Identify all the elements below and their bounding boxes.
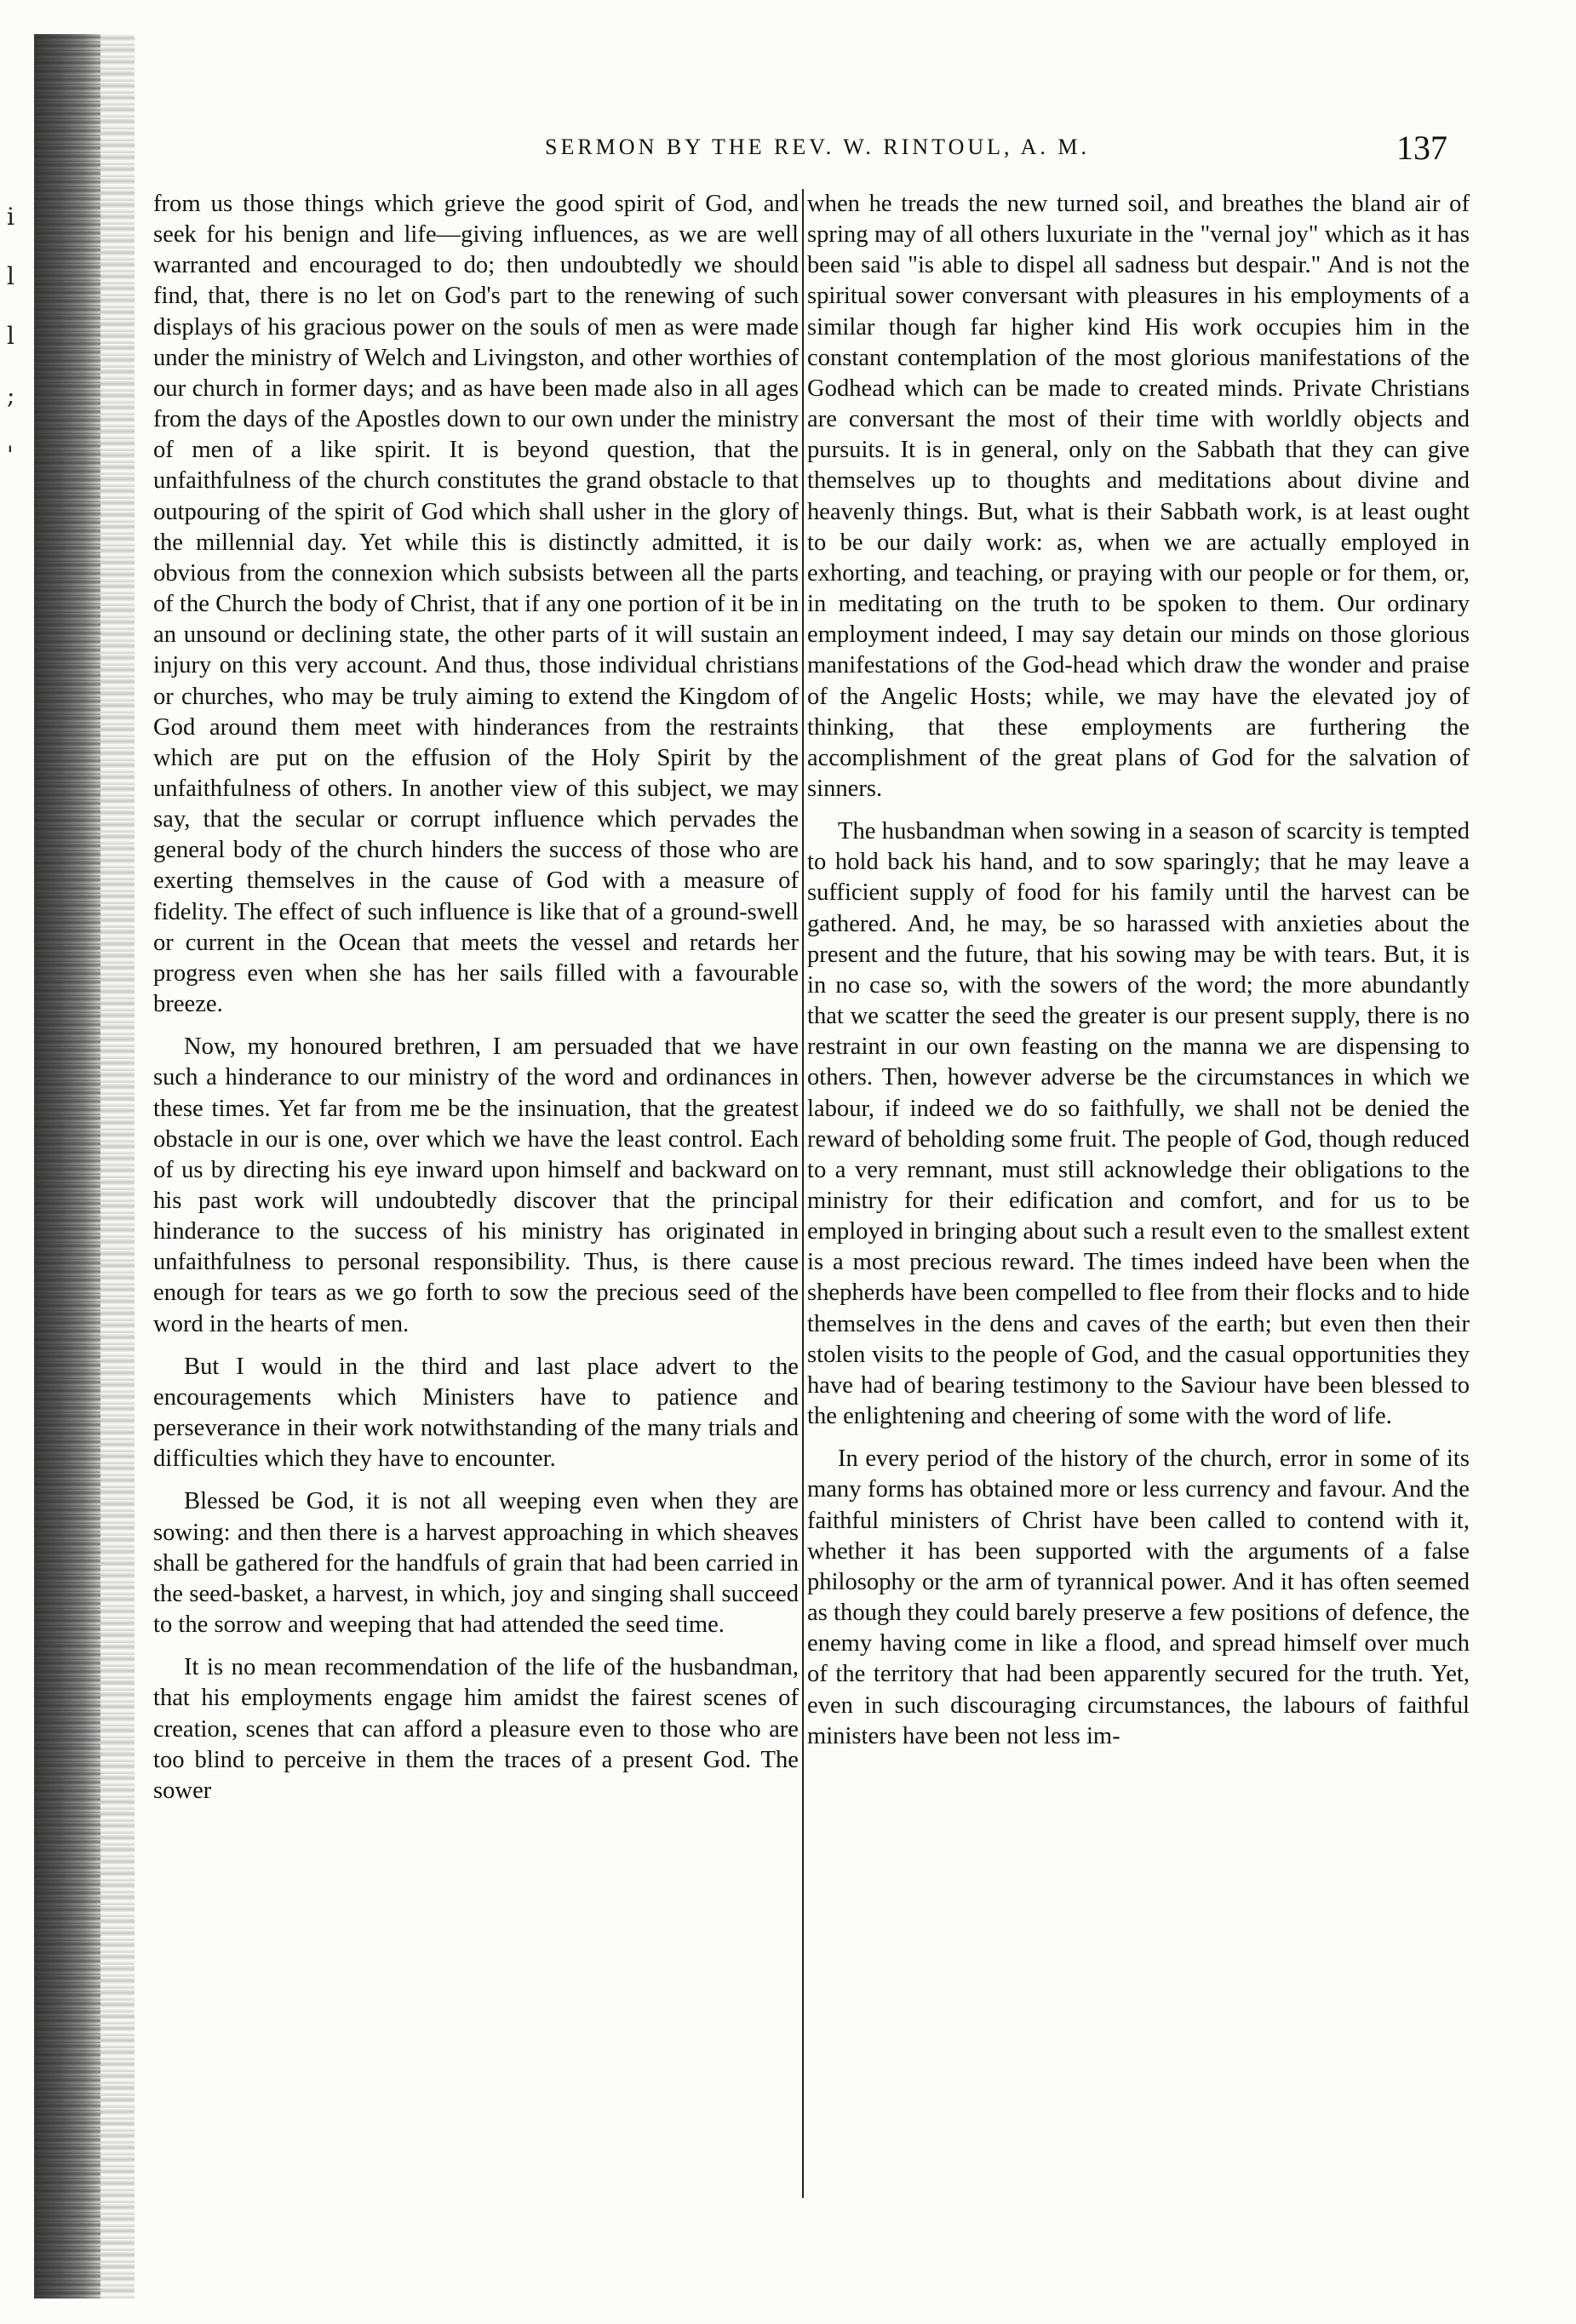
margin-mark: l	[7, 262, 14, 290]
book-binding-edge	[100, 34, 135, 2298]
margin-marks	[7, 187, 32, 485]
left-column	[153, 189, 799, 1806]
paragraph: Blessed be God, it is not all weeping even when they are sowing: and then there is a harvest approaching in which sheaves shall be gathered for the handfuls of grain that had been carried in the seed-basket, a harvest, in which, joy and singing shall succeed to the sorrow and weeping that had attended the seed time.	[153, 1488, 799, 1639]
book-binding-shadow	[34, 34, 100, 2298]
running-title: SERMON BY THE REV. W. RINTOUL, A. M.	[545, 135, 1090, 159]
margin-mark: ;	[7, 381, 15, 409]
paragraph: In every period of the history of the church, error in some of its many forms has obtained more or less currency and favour. And the faithful ministers of Christ have been called to contend with it, whether it has been supported with the arguments of a false philosophy or the arm of tyrannical power. And it has often seemed as though they could barely preserve a few positions of defence, the enemy having come in like a flood, and spread himself over much of the territory that had been apparently secured for the truth. Yet, even in such discouraging circumstances, the labours of faithful ministers have been not less im-	[807, 1445, 1470, 1749]
right-column	[807, 189, 1470, 1752]
margin-mark: i	[7, 203, 14, 231]
paragraph: The husbandman when sowing in a season of scarcity is tempted to hold back his hand, and to sow sparingly; that he may leave a sufficient supply of food for his family until the harvest can be gathered. And, he may, be so harassed with anxieties about the present and the future, that his sowing may be with tears. But, it is in no case so, with the sowers of the word; the more abundantly that we scatter the seed the greater is our present supply, there is no restraint in our own feasting on the manna we are dispensing to others. Then, however adverse be the circumstances in which we labour, if indeed we do so faithfully, we shall not be denied the reward of beholding some fruit. The people of God, though reduced to a very remnant, must still acknowledge their obligations to the ministry for their edification and comfort, and for us to be employed in bringing about such a result even to the smallest extent is a most precious reward. The times indeed have been when the shepherds have been compelled to flee from their flocks and to hide themselves in the dens and caves of the earth; but even then their stolen visits to the people of God, and the casual opportunities they have had of bearing testimony to the Saviour have been blessed to the enlightening and cheering of some with the word of life.	[807, 818, 1470, 1430]
paragraph: It is no mean recommendation of the life of the husbandman, that his employments engage him amidst the fairest scenes of creation, scenes that can afford a pleasure even to those who are too blind to perceive in them the traces of a present God. The sower	[153, 1654, 799, 1804]
paragraph: But I would in the third and last place advert to the encouragements which Ministers have to patience and perseverance in their work notwithstanding of the many trials and difficulties which they have to encounter.	[153, 1353, 799, 1473]
column-divider	[802, 189, 804, 2198]
paragraph: Now, my honoured brethren, I am persuaded that we have such a hinderance to our ministry of the word and ordinances in these times. Yet far from me be the insinuation, that the greatest obstacle in our is one, over which we have the least control. Each of us by directing his eye inward upon himself and backward on his past work will undoubtedly discover that the principal hinderance to the success of his ministry has originated in unfaithfulness to personal responsibility. Thus, is there cause enough for tears as we go forth to sow the precious seed of the word in the hearts of men.	[153, 1033, 799, 1337]
page-number: 137	[1396, 129, 1447, 167]
margin-mark: l	[7, 322, 14, 350]
paragraph: when he treads the new turned soil, and breathes the bland air of spring may of all others luxuriate in the "vernal joy" which as it has been said "is able to dispel all sadness but despair." And is not the spiritual sower conversant with pleasures in his employments of a similar though far higher kind His work occupies him in the constant contemplation of the most glorious manifestations of the Godhead which can be made to created minds. Private Christians are conversant the most of their time with worldly objects and pursuits. It is in general, only on the Sabbath that they can give themselves up to thoughts and meditations about divine and heavenly things. But, what is their Sabbath work, is at least ought to be our daily work: as, when we are actually employed in exhorting, and teaching, or praying with our people or for them, or, in meditating on the truth to be spoken to them. Our ordinary employment indeed, I may say detain our minds on those glorious manifestations of the God-head which draw the wonder and praise of the Angelic Hosts; while, we may have the elevated joy of thinking, that these employments are furthering the accomplishment of the great plans of God for the salvation of sinners.	[807, 191, 1470, 802]
margin-mark: '	[7, 441, 14, 469]
paragraph: from us those things which grieve the good spirit of God, and seek for his benign and life—giving influences, as we are well warranted and encouraged to do; then undoubtedly we should find, that, there is no let on God's part to the renewing of such displays of his gracious power on the souls of men as were made under the ministry of Welch and Livingston, and other worthies of our church in former days; and as have been made also in all ages from the days of the Apostles down to our own under the ministry of men of a like spirit. It is beyond question, that the unfaithfulness of the church constitutes the grand obstacle to that outpouring of the spirit of God which shall usher in the glory of the millennial day. Yet while this is distinctly admitted, it is obvious from the connexion which subsists between all the parts of the Church the body of Christ, that if any one portion of it be in an unsound or declining state, the other parts of it will sustain an injury on this very account. And thus, those individual christians or churches, who may be truly aiming to extend the Kingdom of God around them meet with hinderances from the restraints which are put on the effusion of the Holy Spirit by the unfaithfulness of others. In another view of this subject, we may say, that the secular or corrupt influence which pervades the general body of the church hinders the success of those who are exerting themselves in the cause of God with a measure of fidelity. The effect of such influence is like that of a ground-swell or current in the Ocean that meets the vessel and retards her progress even when she has her sails filled with a favourable breeze.	[153, 191, 799, 1018]
